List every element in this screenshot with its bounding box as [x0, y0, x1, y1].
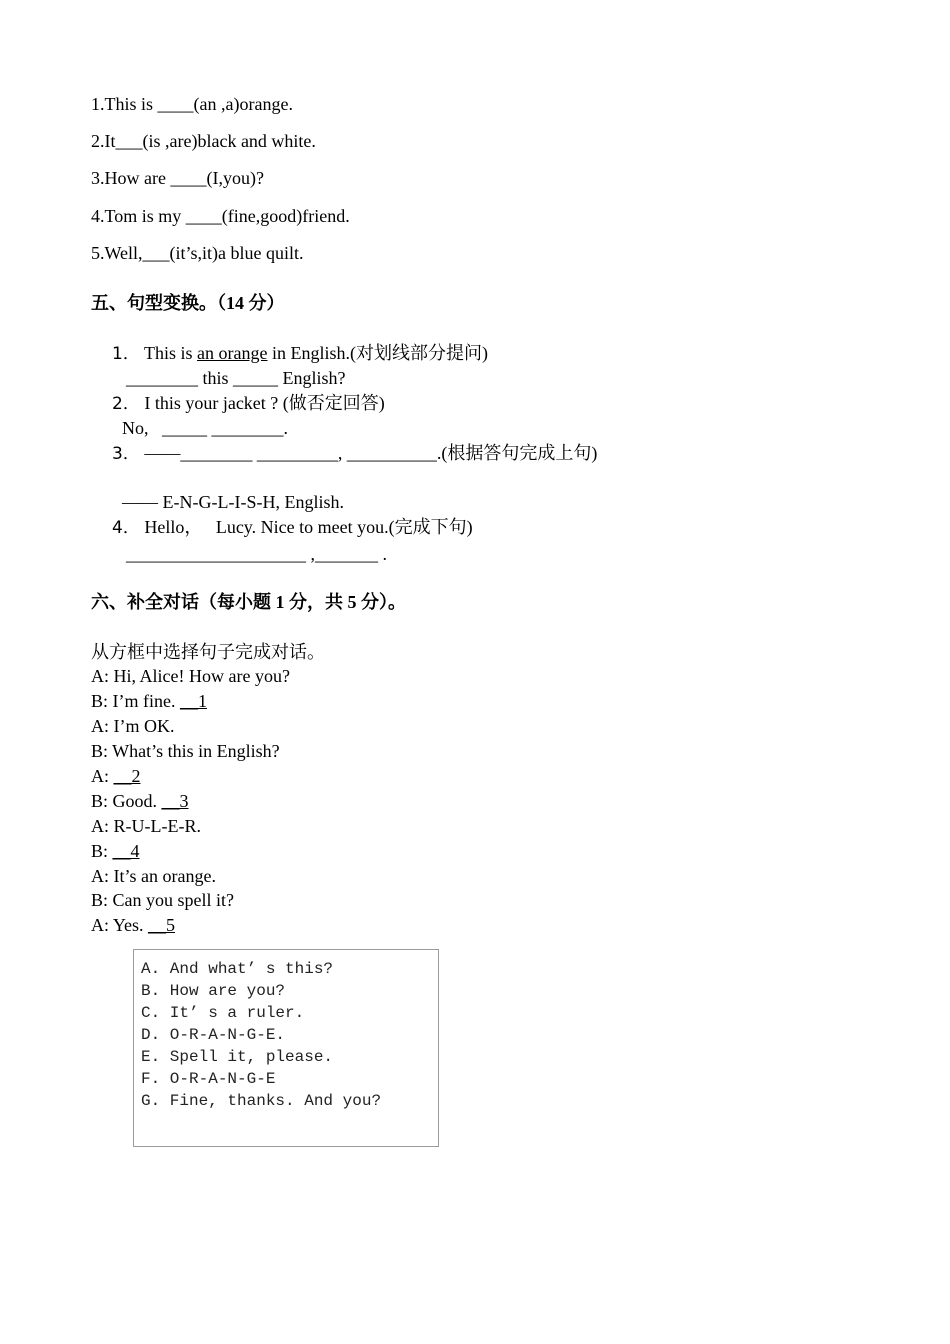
- option-d: D. O-R-A-N-G-E.: [141, 1026, 286, 1044]
- dialogue-line: B: Good. __3: [91, 791, 189, 811]
- section-heading-6: 六、补全对话（每小题 1 分，共 5 分）。: [91, 592, 406, 612]
- answer-blank[interactable]: ___: [142, 243, 170, 263]
- dialogue-line: B: What’s this in English?: [91, 741, 280, 761]
- option-c: C. It’ s a ruler.: [141, 1004, 305, 1022]
- question-4: 4.Tom is my ____(fine,good)friend.: [91, 206, 350, 226]
- dialogue-line: B: __4: [91, 841, 140, 861]
- dialogue-blank-4[interactable]: __4: [112, 841, 140, 861]
- dialogue-blank-3[interactable]: __3: [161, 791, 189, 811]
- option-b: B. How are you?: [141, 982, 286, 1000]
- transform-answer-2[interactable]: No, _____ ________.: [122, 418, 288, 438]
- dialogue-line: A: R-U-L-E-R.: [91, 816, 201, 836]
- transform-question-1: 1． This is an orange in English.(对划线部分提问): [112, 343, 488, 364]
- option-a: A. And what’ s this?: [141, 960, 334, 978]
- option-e: E. Spell it, please.: [141, 1048, 334, 1066]
- dialogue-blank-5[interactable]: __5: [148, 915, 176, 935]
- dialogue-blank-1[interactable]: __1: [179, 691, 207, 711]
- transform-answer-4[interactable]: ____________________ ,_______ .: [126, 544, 387, 564]
- question-5: 5.Well,___(it’s,it)a blue quilt.: [91, 243, 304, 263]
- dialogue-line: A: Yes. __5: [91, 915, 176, 935]
- option-f: F. O-R-A-N-G-E: [141, 1070, 276, 1088]
- dialogue-line: A: Hi, Alice! How are you?: [91, 666, 290, 686]
- section-heading-5: 五、句型变换。（14 分）: [91, 293, 285, 313]
- answer-blank[interactable]: ___: [115, 131, 143, 151]
- transform-question-4: 4． Hello， Lucy. Nice to meet you.(完成下句): [112, 517, 473, 538]
- dialogue-blank-2[interactable]: __2: [113, 766, 141, 786]
- dialogue-line: A: __2: [91, 766, 141, 786]
- answer-blank[interactable]: ____: [157, 94, 194, 114]
- answer-blank[interactable]: ____: [185, 206, 222, 226]
- transform-answer-3: —— E-N-G-L-I-S-H, English.: [122, 492, 344, 512]
- instruction: 从方框中选择句子完成对话。: [91, 642, 325, 662]
- question-3: 3.How are ____(I,you)?: [91, 168, 264, 188]
- transform-answer-1[interactable]: ________ this _____ English?: [126, 368, 346, 388]
- question-1: 1.This is ____(an ,a)orange.: [91, 94, 293, 114]
- option-g: G. Fine, thanks. And you?: [141, 1092, 382, 1110]
- dialogue-line: B: I’m fine. __1: [91, 691, 207, 711]
- transform-question-2: 2． I this your jacket ? (做否定回答): [112, 393, 385, 414]
- dialogue-line: A: It’s an orange.: [91, 866, 216, 886]
- transform-question-3: 3． ——________ _________, __________.(根据答句完成上句): [112, 443, 598, 464]
- question-2: 2.It___(is ,are)black and white.: [91, 131, 316, 151]
- dialogue-line: B: Can you spell it?: [91, 890, 234, 910]
- dialogue-line: A: I’m OK.: [91, 716, 175, 736]
- answer-blank[interactable]: ____: [170, 168, 207, 188]
